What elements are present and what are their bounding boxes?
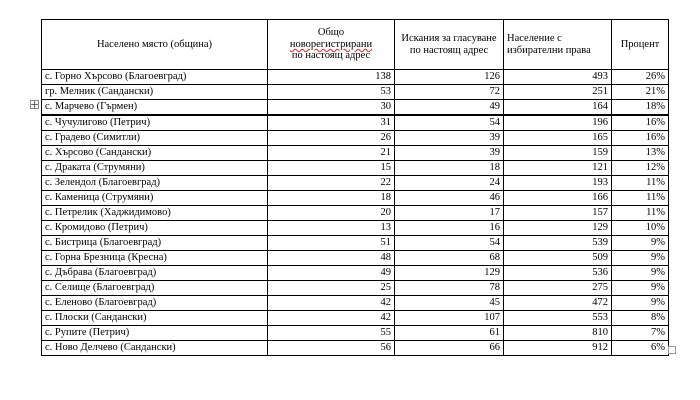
cell-percent[interactable]: 8% [612, 311, 669, 326]
table-row [42, 100, 669, 116]
table-row [42, 311, 669, 326]
table-body [42, 70, 669, 356]
cell-new-registered[interactable]: 51 [268, 236, 395, 251]
cell-requests[interactable]: 45 [395, 296, 504, 311]
table-container [41, 19, 668, 356]
cell-place[interactable]: с. Горна Брезница (Кресна) [42, 251, 268, 266]
cell-new-registered[interactable]: 48 [268, 251, 395, 266]
header-new-registered[interactable] [268, 20, 395, 70]
cell-population[interactable]: 196 [504, 115, 612, 131]
cell-new-registered[interactable]: 30 [268, 100, 395, 116]
cell-new-registered[interactable]: 42 [268, 311, 395, 326]
table-header-row [42, 20, 669, 70]
cell-place[interactable]: с. Горно Хърсово (Благоевград) [42, 70, 268, 85]
cell-requests[interactable]: 24 [395, 176, 504, 191]
cell-place[interactable]: с. Ново Делчево (Сандански) [42, 341, 268, 356]
cell-new-registered[interactable]: 53 [268, 85, 395, 100]
cell-place[interactable]: с. Рупите (Петрич) [42, 326, 268, 341]
cell-new-registered[interactable]: 26 [268, 131, 395, 146]
cell-population[interactable]: 157 [504, 206, 612, 221]
cell-requests[interactable]: 39 [395, 146, 504, 161]
cell-place[interactable]: с. Марчево (Гърмен) [42, 100, 268, 116]
cell-population[interactable]: 539 [504, 236, 612, 251]
cell-place[interactable]: с. Плоски (Сандански) [42, 311, 268, 326]
header-population[interactable]: Население с избирателни права [504, 20, 612, 70]
cell-new-registered[interactable]: 55 [268, 326, 395, 341]
cell-percent[interactable]: 9% [612, 281, 669, 296]
cell-place[interactable]: с. Петрелик (Хаджидимово) [42, 206, 268, 221]
cell-place[interactable]: с. Бистрица (Благоевград) [42, 236, 268, 251]
cell-population[interactable]: 912 [504, 341, 612, 356]
cell-place[interactable]: с. Еленово (Благоевград) [42, 296, 268, 311]
cell-requests[interactable]: 49 [395, 100, 504, 116]
header-new-registered-line2: новорегистрирани [289, 38, 373, 50]
cell-new-registered[interactable]: 22 [268, 176, 395, 191]
cell-place[interactable]: гр. Мелник (Сандански) [42, 85, 268, 100]
cell-new-registered[interactable]: 13 [268, 221, 395, 236]
table-row [42, 236, 669, 251]
cell-requests[interactable]: 126 [395, 70, 504, 85]
cell-requests[interactable]: 54 [395, 115, 504, 131]
cell-place[interactable]: с. Чучулигово (Петрич) [42, 115, 268, 131]
cell-population[interactable]: 251 [504, 85, 612, 100]
cell-requests[interactable]: 66 [395, 341, 504, 356]
cell-place[interactable]: с. Хърсово (Сандански) [42, 146, 268, 161]
cell-place[interactable]: с. Каменица (Струмяни) [42, 191, 268, 206]
cell-population[interactable]: 536 [504, 266, 612, 281]
cell-requests[interactable]: 17 [395, 206, 504, 221]
cell-place[interactable]: с. Кромидово (Петрич) [42, 221, 268, 236]
cell-requests[interactable]: 16 [395, 221, 504, 236]
cell-percent[interactable]: 9% [612, 296, 669, 311]
cell-percent[interactable]: 11% [612, 206, 669, 221]
table-row [42, 131, 669, 146]
table-row [42, 266, 669, 281]
header-new-registered-line3: по настоящ адрес [291, 50, 371, 62]
cell-place[interactable]: с. Зелендол (Благоевград) [42, 176, 268, 191]
voter-registration-table [41, 19, 669, 356]
cell-population[interactable]: 472 [504, 296, 612, 311]
table-row [42, 296, 669, 311]
table-move-handle-icon[interactable] [30, 96, 39, 105]
cell-percent[interactable]: 13% [612, 146, 669, 161]
cell-percent[interactable]: 11% [612, 191, 669, 206]
cell-new-registered[interactable]: 56 [268, 341, 395, 356]
table-row [42, 70, 669, 85]
table-row [42, 341, 669, 356]
cell-requests[interactable]: 18 [395, 161, 504, 176]
cell-population[interactable]: 121 [504, 161, 612, 176]
cell-requests[interactable]: 39 [395, 131, 504, 146]
cell-population[interactable]: 165 [504, 131, 612, 146]
table-row [42, 85, 669, 100]
cell-percent[interactable]: 21% [612, 85, 669, 100]
cell-new-registered[interactable]: 49 [268, 266, 395, 281]
cell-requests[interactable]: 46 [395, 191, 504, 206]
cell-new-registered[interactable]: 21 [268, 146, 395, 161]
cell-population[interactable]: 509 [504, 251, 612, 266]
table-row [42, 281, 669, 296]
cell-percent[interactable]: 16% [612, 131, 669, 146]
cell-percent[interactable]: 9% [612, 251, 669, 266]
cell-percent[interactable]: 9% [612, 266, 669, 281]
cell-percent[interactable]: 7% [612, 326, 669, 341]
cell-new-registered[interactable]: 15 [268, 161, 395, 176]
cell-population[interactable]: 164 [504, 100, 612, 116]
cell-new-registered[interactable]: 20 [268, 206, 395, 221]
cell-requests[interactable]: 68 [395, 251, 504, 266]
cell-new-registered[interactable]: 138 [268, 70, 395, 85]
cell-percent[interactable]: 9% [612, 236, 669, 251]
cell-percent[interactable]: 18% [612, 100, 669, 116]
cell-percent[interactable]: 11% [612, 176, 669, 191]
cell-population[interactable]: 810 [504, 326, 612, 341]
table-row [42, 176, 669, 191]
cell-percent[interactable]: 26% [612, 70, 669, 85]
cell-place[interactable]: с. Драката (Струмяни) [42, 161, 268, 176]
cell-new-registered[interactable]: 25 [268, 281, 395, 296]
cell-population[interactable]: 129 [504, 221, 612, 236]
header-percent[interactable]: Процент [612, 20, 669, 70]
cell-population[interactable]: 553 [504, 311, 612, 326]
cell-requests[interactable]: 61 [395, 326, 504, 341]
cell-percent[interactable]: 16% [612, 115, 669, 131]
table-row [42, 251, 669, 266]
table-row [42, 221, 669, 236]
cell-place[interactable]: с. Градево (Симитли) [42, 131, 268, 146]
cell-new-registered[interactable]: 31 [268, 115, 395, 131]
cell-population[interactable]: 193 [504, 176, 612, 191]
table-row [42, 191, 669, 206]
cell-requests[interactable]: 129 [395, 266, 504, 281]
cell-population[interactable]: 275 [504, 281, 612, 296]
table-row [42, 146, 669, 161]
cell-requests[interactable]: 72 [395, 85, 504, 100]
cell-requests[interactable]: 78 [395, 281, 504, 296]
cell-place[interactable]: с. Дъбрава (Благоевград) [42, 266, 268, 281]
cell-population[interactable]: 493 [504, 70, 612, 85]
cell-new-registered[interactable]: 42 [268, 296, 395, 311]
cell-new-registered[interactable]: 18 [268, 191, 395, 206]
cell-requests[interactable]: 54 [395, 236, 504, 251]
cell-population[interactable]: 166 [504, 191, 612, 206]
cell-percent[interactable]: 10% [612, 221, 669, 236]
table-row [42, 326, 669, 341]
table-row [42, 206, 669, 221]
cell-place[interactable]: с. Селище (Благоевград) [42, 281, 268, 296]
table-row [42, 161, 669, 176]
table-resize-handle-icon[interactable] [668, 346, 676, 354]
cell-requests[interactable]: 107 [395, 311, 504, 326]
header-new-registered-line1: Общо [317, 27, 345, 39]
cell-population[interactable]: 159 [504, 146, 612, 161]
header-requests[interactable]: Искания за гласуване по настоящ адрес [395, 20, 504, 70]
cell-percent[interactable]: 12% [612, 161, 669, 176]
header-place[interactable]: Населено място (община) [42, 20, 268, 70]
cell-percent[interactable]: 6% [612, 341, 669, 356]
table-row [42, 115, 669, 131]
